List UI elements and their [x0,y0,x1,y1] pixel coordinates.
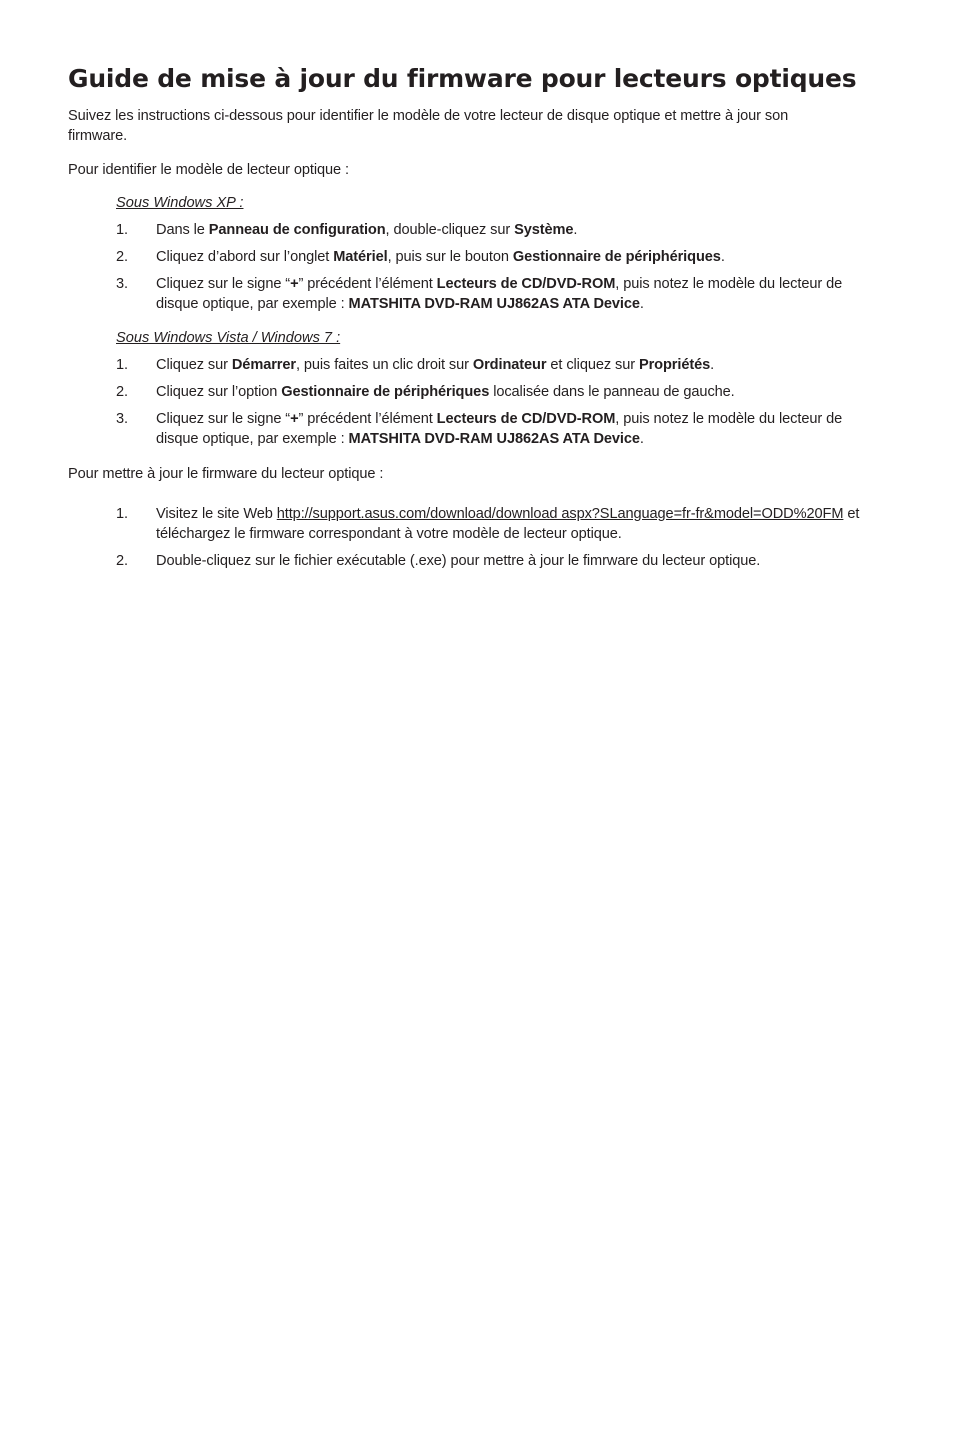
step-bold-text: Démarrer [231,357,296,373]
step-text: Cliquez sur le signe “ [156,276,291,292]
step-bold-text: Matériel [333,249,388,265]
windows-vista-heading: Sous Windows Vista / Windows 7 : [116,330,341,346]
update-lead-paragraph: Pour mettre à jour le firmware du lecteur optique : [68,466,384,482]
step-text: ” précédent l’élément [298,411,437,427]
step-text: , puis faites un clic droit sur [295,357,473,373]
step-text: . [710,357,715,373]
step-text: Visitez le site Web [156,506,277,522]
step-text: Cliquez d’abord sur l’onglet [156,249,334,265]
step-text: , puis sur le bouton [387,249,513,265]
step-text: . [573,222,578,238]
step-number: 2. [116,553,128,569]
step-text: et cliquez sur [546,357,639,373]
step-number: 1. [116,357,128,373]
identify-lead-paragraph: Pour identifier le modèle de lecteur optique : [68,162,349,178]
step-bold-text: Lecteurs de CD/DVD-ROM [436,276,616,292]
vista-step-3 [116,409,888,449]
vista-step-1 [116,355,888,375]
step-bold-text: Lecteurs de CD/DVD-ROM [436,411,616,427]
step-number: 1. [116,222,128,238]
update-step-1 [116,504,888,544]
xp-step-1 [116,220,888,240]
step-number: 2. [116,249,128,265]
step-bold-text: MATSHITA DVD-RAM UJ862AS ATA Device [348,296,640,312]
windows-xp-heading: Sous Windows XP : [116,195,244,211]
step-bold-text: Gestionnaire de périphériques [512,249,721,265]
step-text: . [720,249,725,265]
step-bold-text: Ordinateur [472,357,547,373]
step-bold-text: Propriétés [638,357,711,373]
update-steps [68,504,888,571]
vista-step-2 [116,382,888,402]
windows-xp-steps [68,220,888,314]
step-text: et téléchargez le firmware correspondant à votre modèle de lecteur optique. [156,506,860,542]
step-text: Cliquez sur le signe “ [156,411,291,427]
step-bold-text: Système [514,222,574,238]
intro-paragraph: Suivez les instructions ci-dessous pour identifier le modèle de votre lecteur de disque optique et mettre à jour son firmware. [68,108,789,144]
step-bold-text: MATSHITA DVD-RAM UJ862AS ATA Device [348,431,640,447]
step-text: , double-cliquez sur [385,222,515,238]
step-number: 3. [116,411,128,427]
step-number: 3. [116,276,128,292]
step-text: Cliquez sur l’option [156,384,282,400]
step-number: 2. [116,384,128,400]
step-text: localisée dans le panneau de gauche. [489,384,735,400]
step-text: Dans le [156,222,209,238]
step-text: Double-cliquez sur le fichier exécutable (.exe) pour mettre à jour le fimrware du lecteur optique. [156,553,761,569]
step-text: ” précédent l’élément [298,276,437,292]
step-bold-text: + [290,276,299,292]
step-text: . [639,296,644,312]
step-bold-text: Panneau de configuration [208,222,386,238]
xp-step-2 [116,247,888,267]
update-step-2 [116,551,888,571]
step-bold-text: Gestionnaire de périphériques [281,384,490,400]
step-bold-text: + [290,411,299,427]
step-text: Cliquez sur [156,357,232,373]
step-text: . [639,431,644,447]
windows-vista-steps [68,355,888,449]
asus-support-link[interactable]: http://support.asus.com/download/download aspx?SLanguage=fr-fr&model=ODD%20FM [276,506,844,522]
document-page [68,62,888,571]
step-number: 1. [116,506,128,522]
step-text: , puis notez le modèle du lecteur de disque optique, par exemple : [156,276,843,312]
step-text: , puis notez le modèle du lecteur de disque optique, par exemple : [156,411,843,447]
xp-step-3 [116,274,888,314]
page-title: Guide de mise à jour du firmware pour lecteurs optiques [68,64,857,93]
